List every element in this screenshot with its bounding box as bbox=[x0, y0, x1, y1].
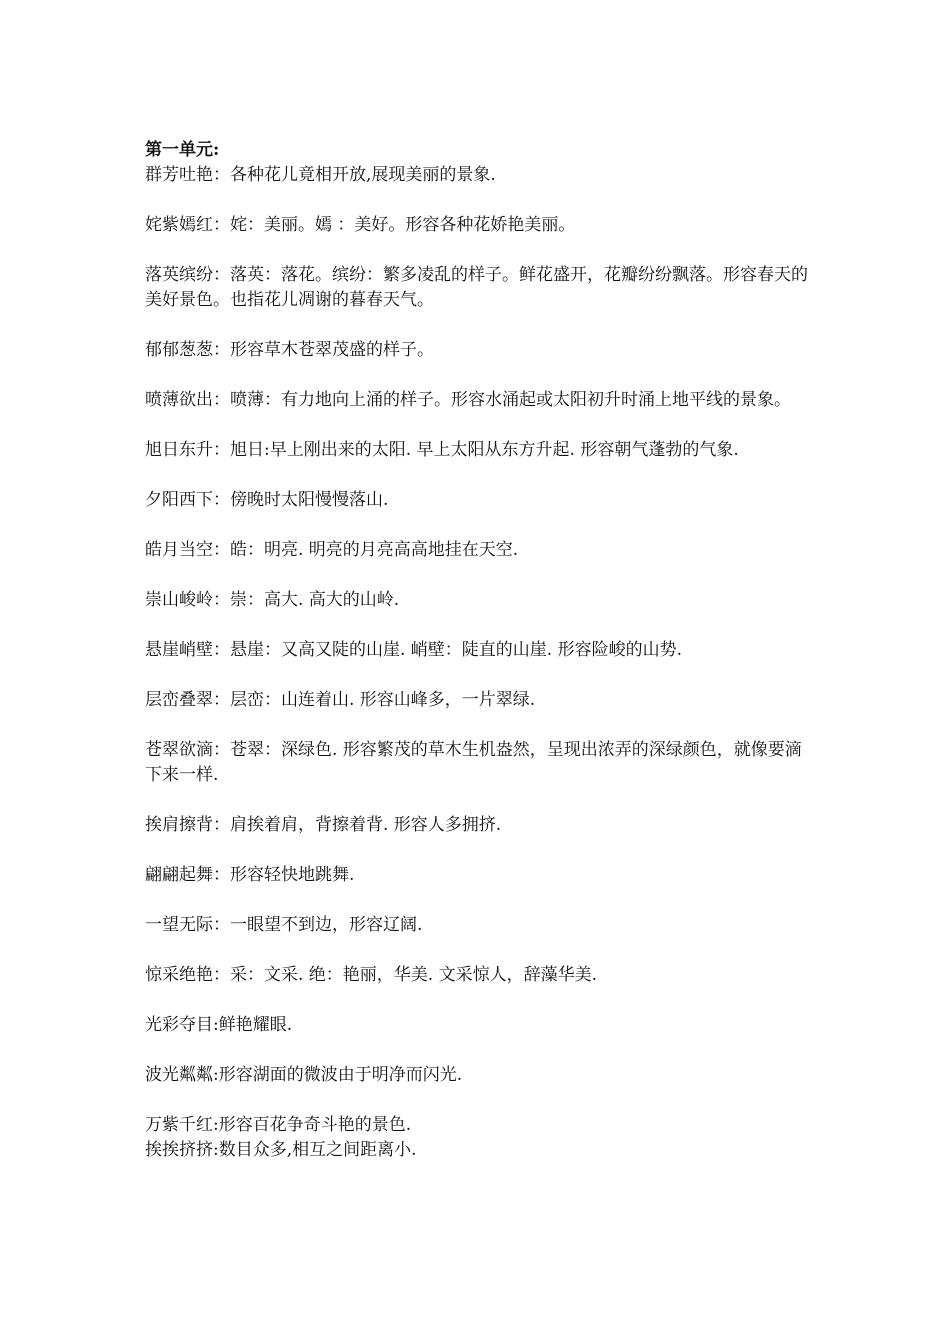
paragraph-spacer bbox=[145, 463, 815, 488]
paragraph-spacer bbox=[145, 313, 815, 338]
idiom-entry: 万紫千红:形容百花争奇斗艳的景色. bbox=[145, 1115, 412, 1135]
idiom-entry: 一望无际：一眼望不到边，形容辽阔. bbox=[145, 915, 423, 935]
paragraph-spacer bbox=[145, 613, 815, 638]
document-body bbox=[145, 138, 815, 1163]
idiom-entry: 郁郁葱葱：形容草木苍翠茂盛的样子。 bbox=[145, 340, 434, 360]
paragraph-spacer bbox=[145, 413, 815, 438]
idiom-entry: 喷薄欲出：喷薄：有力地向上涌的样子。形容水涌起或太阳初升时涌上地平线的景象。 bbox=[145, 390, 791, 410]
idiom-entry: 苍翠欲滴：苍翠：深绿色. 形容繁茂的草木生机盎然，呈现出浓弄的深绿颜色，就像要滴下来一样. bbox=[145, 740, 802, 785]
paragraph-spacer bbox=[145, 988, 815, 1013]
paragraph-spacer bbox=[145, 788, 815, 813]
paragraph-spacer bbox=[145, 938, 815, 963]
idiom-entry: 挨肩擦背：肩挨着肩，背擦着背. 形容人多拥挤. bbox=[145, 815, 502, 835]
idiom-entry: 崇山峻岭：崇：高大. 高大的山岭. bbox=[145, 590, 400, 610]
idiom-entry: 惊采绝艳：采：文采. 绝：艳丽，华美. 文采惊人，辞藻华美. bbox=[145, 965, 598, 985]
idiom-entry: 群芳吐艳：各种花儿竟相开放,展现美丽的景象. bbox=[145, 165, 496, 185]
paragraph-spacer bbox=[145, 888, 815, 913]
paragraph-spacer bbox=[145, 188, 815, 213]
paragraph-spacer bbox=[145, 713, 815, 738]
idiom-entry: 夕阳西下：傍晚时太阳慢慢落山. bbox=[145, 490, 389, 510]
paragraph-spacer bbox=[145, 1038, 815, 1063]
paragraph-spacer bbox=[145, 1088, 815, 1113]
idiom-entry: 翩翩起舞：形容轻快地跳舞. bbox=[145, 865, 355, 885]
idiom-entry: 层峦叠翠：层峦：山连着山. 形容山峰多，一片翠绿. bbox=[145, 690, 536, 710]
idiom-entry: 姹紫嫣红：姹：美丽。嫣 ：美好。形容各种花娇艳美丽。 bbox=[145, 215, 576, 235]
idiom-entry: 光彩夺目:鲜艳耀眼. bbox=[145, 1015, 293, 1035]
idiom-entry: 皓月当空：皓：明亮. 明亮的月亮高高地挂在天空. bbox=[145, 540, 519, 560]
idiom-entry: 挨挨挤挤:数目众多,相互之间距离小. bbox=[145, 1140, 417, 1160]
paragraph-spacer bbox=[145, 663, 815, 688]
paragraph-spacer bbox=[145, 838, 815, 863]
idiom-entry: 旭日东升：旭日:早上刚出来的太阳. 早上太阳从东方升起. 形容朝气蓬勃的气象. bbox=[145, 440, 739, 460]
paragraph-spacer bbox=[145, 563, 815, 588]
idiom-entry: 落英缤纷：落英：落花。缤纷：繁多凌乱的样子。鲜花盛开，花瓣纷纷飘落。形容春天的美好景色。也指花儿凋谢的暮春天气。 bbox=[145, 265, 808, 310]
unit-heading: 第一单元: bbox=[145, 140, 220, 160]
idiom-entry: 波光粼粼:形容湖面的微波由于明净而闪光. bbox=[145, 1065, 463, 1085]
paragraph-spacer bbox=[145, 513, 815, 538]
idiom-entry: 悬崖峭壁：悬崖：又高又陡的山崖. 峭壁：陡直的山崖. 形容险峻的山势. bbox=[145, 640, 683, 660]
paragraph-spacer bbox=[145, 363, 815, 388]
paragraph-spacer bbox=[145, 238, 815, 263]
